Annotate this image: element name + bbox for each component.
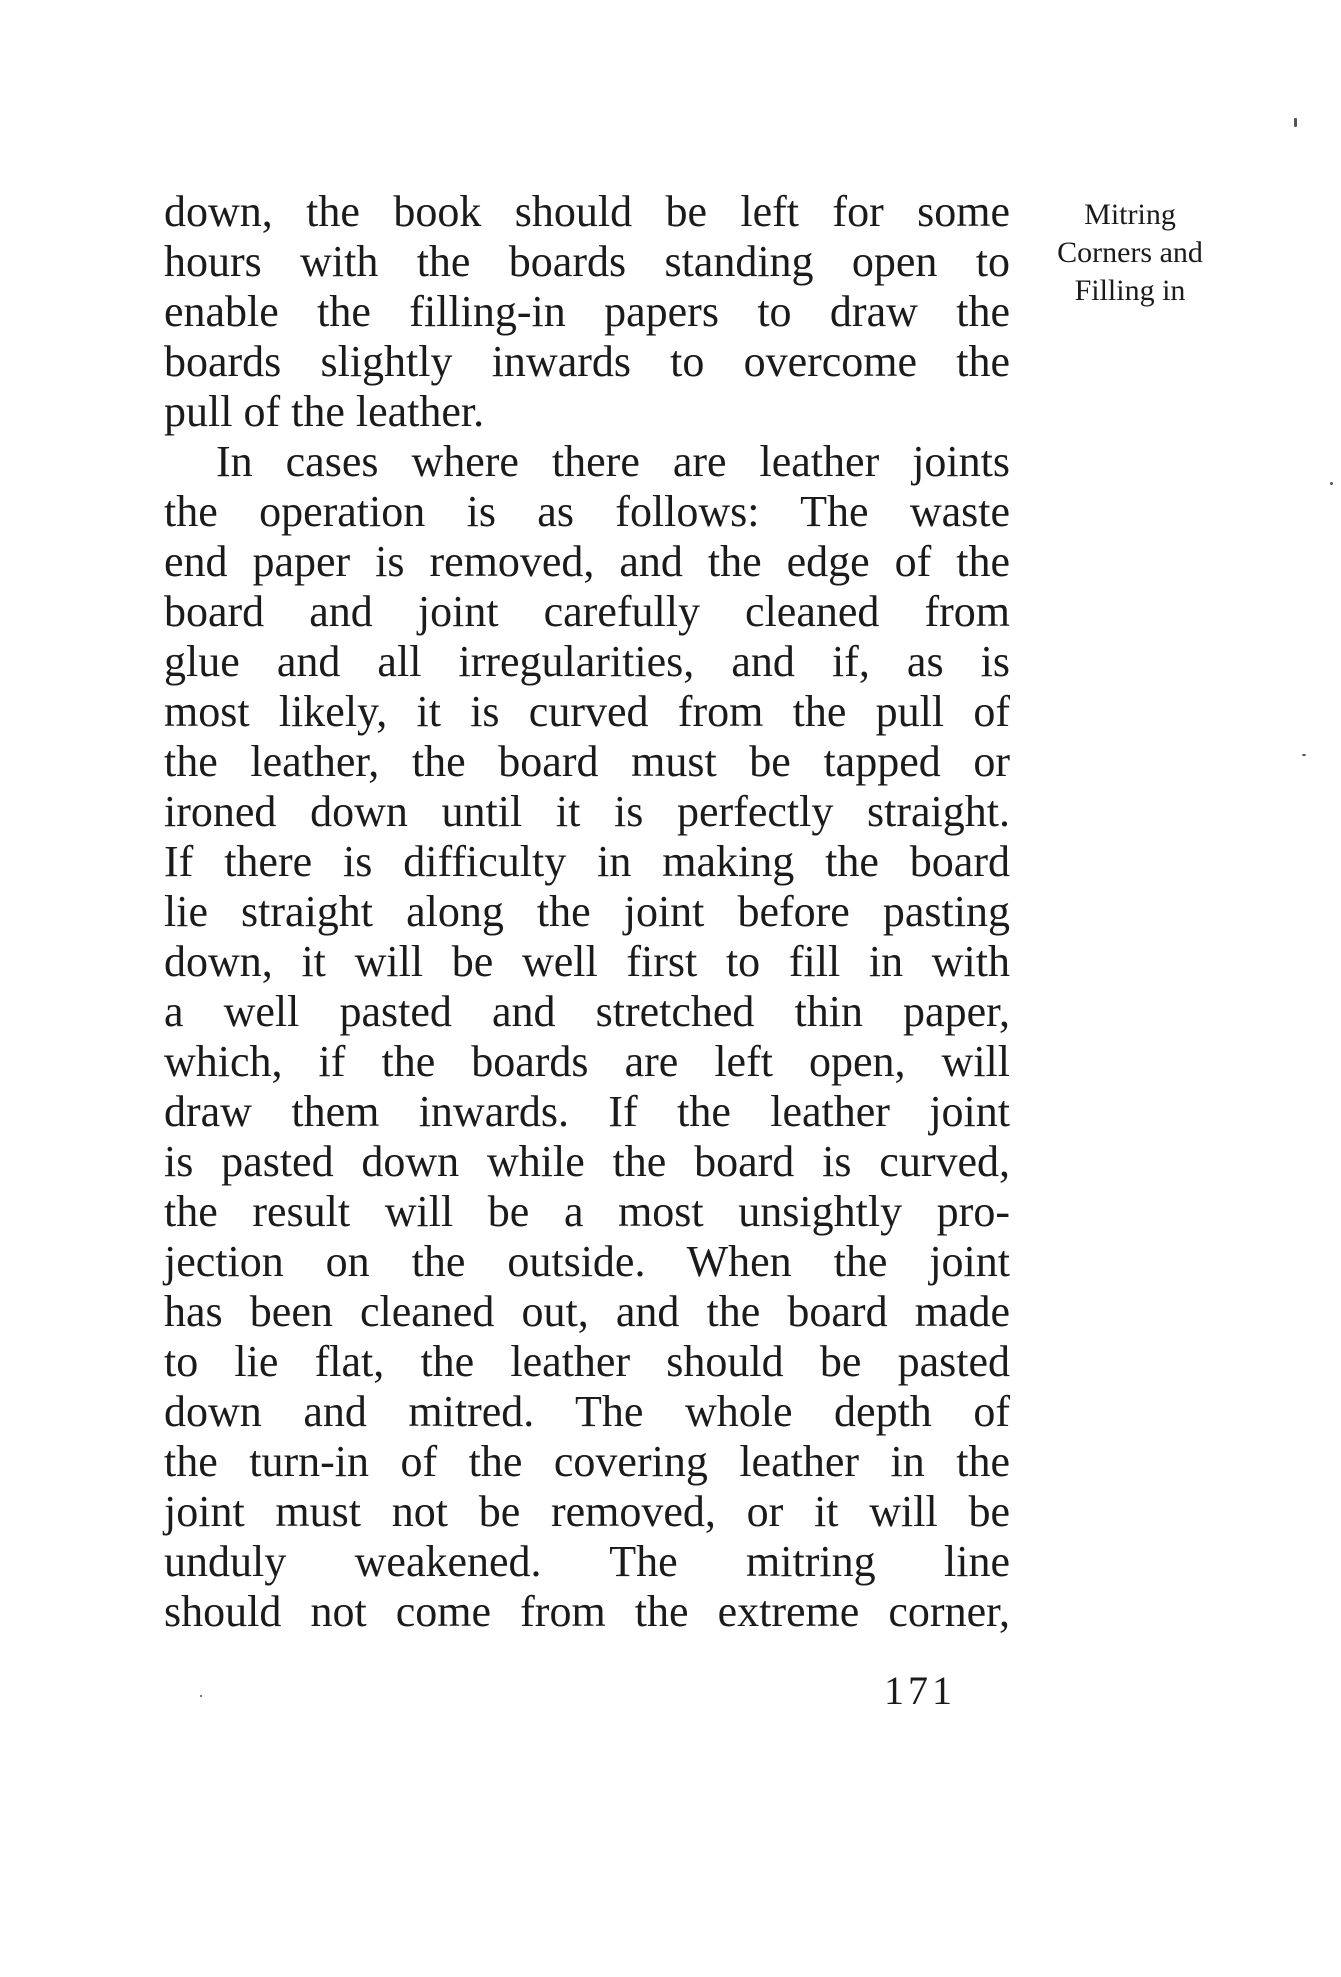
text-line: glue and all irregularities, and if, as is [164,637,1010,686]
text-line: unduly weakened. The mitring line [164,1537,1010,1586]
scan-speck [1330,482,1333,485]
text-line: has been cleaned out, and the board made [164,1287,1010,1336]
paragraph-start-line: In cases where there are leather joints [216,437,1010,486]
text-line: pull of the leather. [164,387,485,436]
text-line: enable the filling-in papers to draw the [164,287,1010,336]
marginal-note [1030,196,1230,310]
text-line: down, it will be well first to fill in with [164,937,1010,986]
text-line: ironed down until it is perfectly straight. [164,787,1010,836]
text-line: lie straight along the joint before pasting [164,887,1010,936]
body-text [164,187,1010,1637]
text-line: draw them inwards. If the leather joint [164,1087,1010,1136]
text-line: the result will be a most unsightly pro- [164,1187,1010,1236]
text-line: board and joint carefully cleaned from [164,587,1010,636]
scan-speck [200,1695,202,1697]
text-line: jection on the outside. When the joint [164,1237,1010,1286]
text-line: boards slightly inwards to overcome the [164,337,1010,386]
text-line: end paper is removed, and the edge of the [164,537,1010,586]
marginal-note-line: Mitring [1084,198,1176,231]
scan-speck [1294,118,1297,127]
text-line: which, if the boards are left open, will [164,1037,1010,1086]
text-line: to lie flat, the leather should be pasted [164,1337,1010,1386]
text-line: a well pasted and stretched thin paper, [164,987,1010,1036]
page-number: 171 [884,1668,956,1713]
text-line: is pasted down while the board is curved, [164,1137,1010,1186]
text-line: down and mitred. The whole depth of [164,1387,1010,1436]
text-line: most likely, it is curved from the pull of [164,687,1010,736]
text-line: joint must not be removed, or it will be [164,1487,1010,1536]
text-line: If there is difficulty in making the board [164,837,1010,886]
text-line: down, the book should be left for some [164,187,1010,236]
text-line: hours with the boards standing open to [164,237,1010,286]
scan-speck [1302,754,1306,756]
text-line: the leather, the board must be tapped or [164,737,1010,786]
text-line: the turn-in of the covering leather in the [164,1437,1010,1486]
text-line: the operation is as follows: The waste [164,487,1010,536]
text-line: should not come from the extreme corner, [164,1587,1010,1636]
marginal-note-line: Filling in [1074,274,1186,307]
marginal-note-line: Corners and [1057,236,1203,269]
